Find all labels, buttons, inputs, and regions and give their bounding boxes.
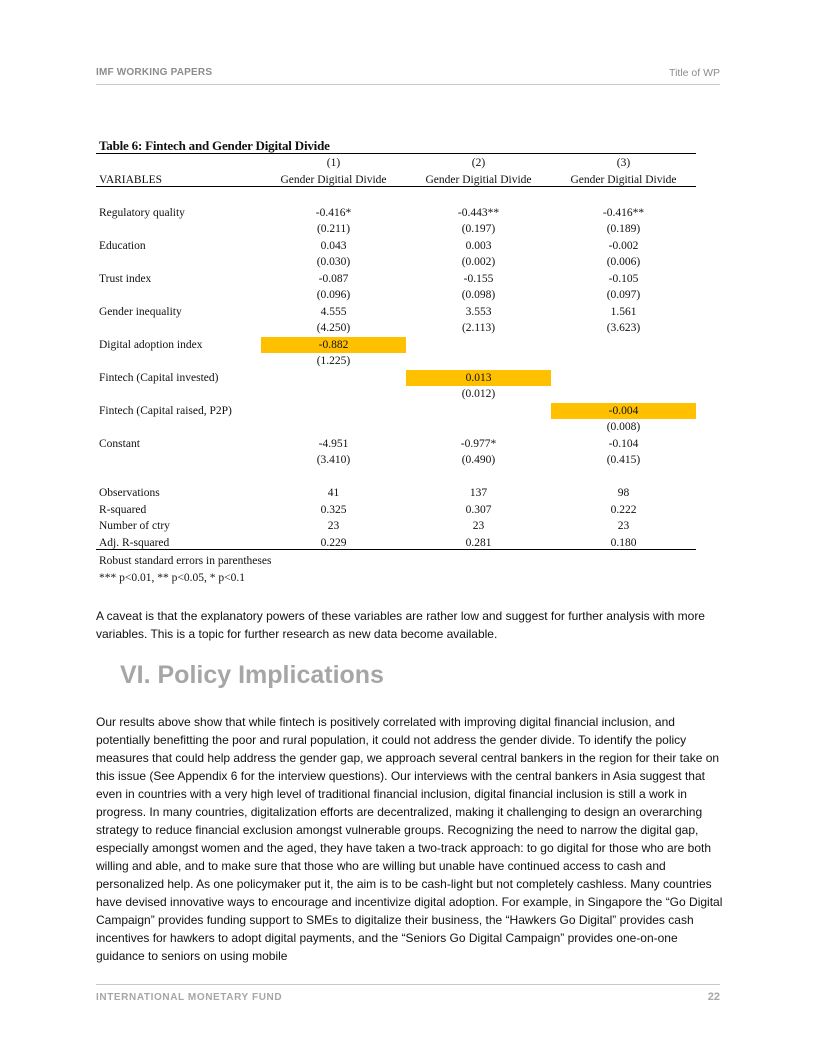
coefficient: -0.416** xyxy=(602,206,645,219)
table-row-se xyxy=(96,419,696,436)
std-error: (3.410) xyxy=(316,454,351,466)
stat-value: 137 xyxy=(469,487,488,499)
stat-value: 0.222 xyxy=(610,503,637,516)
coefficient: 4.555 xyxy=(320,305,347,318)
variable-name: Fintech (Capital raised, P2P) xyxy=(99,404,232,417)
stat-value: 23 xyxy=(327,520,340,532)
stat-value: 0.307 xyxy=(465,503,492,516)
std-error: (0.030) xyxy=(316,256,351,268)
stat-value: 23 xyxy=(472,520,485,532)
stat-value: 41 xyxy=(327,487,340,499)
stat-value: 23 xyxy=(617,520,630,532)
std-error: (0.002) xyxy=(461,256,496,268)
col-label: Gender Digitial Divide xyxy=(425,173,532,186)
table-header-row xyxy=(96,172,696,189)
table-spacer xyxy=(96,188,696,205)
table-top-rule xyxy=(96,153,696,154)
variables-label: VARIABLES xyxy=(99,173,163,186)
running-header-left: IMF WORKING PAPERS xyxy=(96,67,213,78)
table-note: Robust standard errors in parentheses xyxy=(99,555,272,567)
stats-row xyxy=(96,535,696,552)
col-label: Gender Digitial Divide xyxy=(280,173,387,186)
table-header-row xyxy=(96,155,696,172)
variable-name: Constant xyxy=(99,437,140,450)
coefficient: -0.104 xyxy=(608,437,639,450)
coefficient: -0.087 xyxy=(318,272,349,285)
coefficient: -0.977* xyxy=(460,437,497,450)
std-error: (1.225) xyxy=(316,355,351,367)
std-error: (0.211) xyxy=(316,223,351,235)
variable-name: Trust index xyxy=(99,272,152,285)
table-spacer xyxy=(96,469,696,486)
table-row-se xyxy=(96,353,696,370)
table-notes xyxy=(99,553,271,586)
stats-row xyxy=(96,518,696,535)
table-row xyxy=(96,304,696,321)
std-error: (0.490) xyxy=(461,454,496,466)
variable-name: Digital adoption index xyxy=(99,338,203,351)
coefficient: -0.002 xyxy=(608,239,639,252)
std-error: (0.415) xyxy=(606,454,641,466)
col-number: (3) xyxy=(616,157,631,169)
table-row xyxy=(96,205,696,222)
coefficient: -0.443** xyxy=(457,206,500,219)
table-row xyxy=(96,337,696,354)
table-row-se xyxy=(96,320,696,337)
variable-name: Regulatory quality xyxy=(99,206,185,219)
table-row xyxy=(96,271,696,288)
table-row-se xyxy=(96,287,696,304)
running-header-right: Title of WP xyxy=(669,67,720,79)
regression-table xyxy=(96,155,696,551)
table-row xyxy=(96,370,696,387)
stat-label: Observations xyxy=(99,487,160,499)
table-row-se xyxy=(96,254,696,271)
std-error: (3.623) xyxy=(606,322,641,334)
highlighted-coefficient: 0.013 xyxy=(406,370,551,387)
stat-label: R-squared xyxy=(99,503,147,516)
coefficient: -4.951 xyxy=(318,437,349,450)
std-error: (0.012) xyxy=(461,388,496,400)
std-error: (0.096) xyxy=(316,289,351,301)
stat-value: 98 xyxy=(617,487,630,499)
coefficient: 3.553 xyxy=(465,305,492,318)
std-error: (2.113) xyxy=(461,322,496,334)
col-label: Gender Digitial Divide xyxy=(570,173,677,186)
col-number: (1) xyxy=(326,157,341,169)
stat-value: 0.229 xyxy=(320,536,347,549)
stat-value: 0.281 xyxy=(465,536,492,549)
footer-divider xyxy=(96,984,720,985)
std-error: (4.250) xyxy=(316,322,351,334)
std-error: (0.006) xyxy=(606,256,641,268)
std-error: (0.097) xyxy=(606,289,641,301)
coefficient: 1.561 xyxy=(610,305,637,318)
body-paragraph: Our results above show that while fintech is positively correlated with improving digital financial inclusion, and potentially benefitting the poor and rural population, it could not address the gender divide. To identify the policy measures that could help address the gender gap, we approach several central bankers in the region for their take on this issue (See Appendix 6 for the interview questions). Our interviews with the central bankers in Asia suggest that even in countries with a very high level of traditional financial inclusion, digital financial inclusion is still a work in progress. In many countries, digitalization efforts are decentralized, making it challenging to design an overarching strategy to reduce financial exclusion amongst vulnerable groups. Recognizing the need to narrow the digital gap, especially amongst women and the aged, they have taken a two-track approach: to go digital for those who are both willing and able, and to make sure that those who are willing but unable have continued access to cash and personalized help. As one policymaker put it, the aim is to be cash-light but not completely cashless. Many countries have devised innovative ways to encourage and incentivize digital adoption. For example, in Singapore the “Go Digital Campaign” provides funding support to SMEs to digitalize their business, the “Hawkers Go Digital” provides cash incentives for hawkers to adopt digital payments, and the “Seniors Go Digital Campaign” provides one-on-one guidance to seniors on using mobile xyxy=(96,715,723,963)
table-row xyxy=(96,403,696,420)
coefficient: 0.043 xyxy=(320,239,347,252)
stat-value: 0.325 xyxy=(320,503,347,516)
highlighted-coefficient: -0.004 xyxy=(551,403,696,420)
std-error: (0.197) xyxy=(461,223,496,235)
stats-row xyxy=(96,502,696,519)
table-row-se xyxy=(96,221,696,238)
page-number: 22 xyxy=(707,991,720,1003)
col-number: (2) xyxy=(471,157,486,169)
variable-name: Gender inequality xyxy=(99,305,182,318)
stat-label: Adj. R-squared xyxy=(99,536,170,549)
coefficient: 0.003 xyxy=(465,239,492,252)
coefficient: -0.155 xyxy=(463,272,494,285)
stat-label: Number of ctry xyxy=(99,520,170,532)
table-row-se xyxy=(96,386,696,403)
table-row xyxy=(96,436,696,453)
stats-row xyxy=(96,485,696,502)
stat-value: 0.180 xyxy=(610,536,637,549)
highlighted-coefficient: -0.882 xyxy=(261,337,406,354)
table-title: Table 6: Fintech and Gender Digital Divide xyxy=(99,138,330,153)
std-error: (0.189) xyxy=(606,223,641,235)
std-error: (0.008) xyxy=(606,421,641,433)
coefficient: -0.105 xyxy=(608,272,639,285)
table-row xyxy=(96,238,696,255)
variable-name: Fintech (Capital invested) xyxy=(99,371,219,384)
table-row-se xyxy=(96,452,696,469)
coefficient: -0.416* xyxy=(315,206,352,219)
footer-org: INTERNATIONAL MONETARY FUND xyxy=(96,992,283,1003)
section-title: VI. Policy Implications xyxy=(120,661,384,689)
body-paragraph: A caveat is that the explanatory powers of these variables are rather low and suggest for further analysis with more variables. This is a topic for further research as new data become available. xyxy=(96,609,705,641)
table-note: *** p<0.01, ** p<0.05, * p<0.1 xyxy=(99,571,245,584)
header-divider xyxy=(96,84,720,85)
variable-name: Education xyxy=(99,239,146,252)
std-error: (0.098) xyxy=(461,289,496,301)
